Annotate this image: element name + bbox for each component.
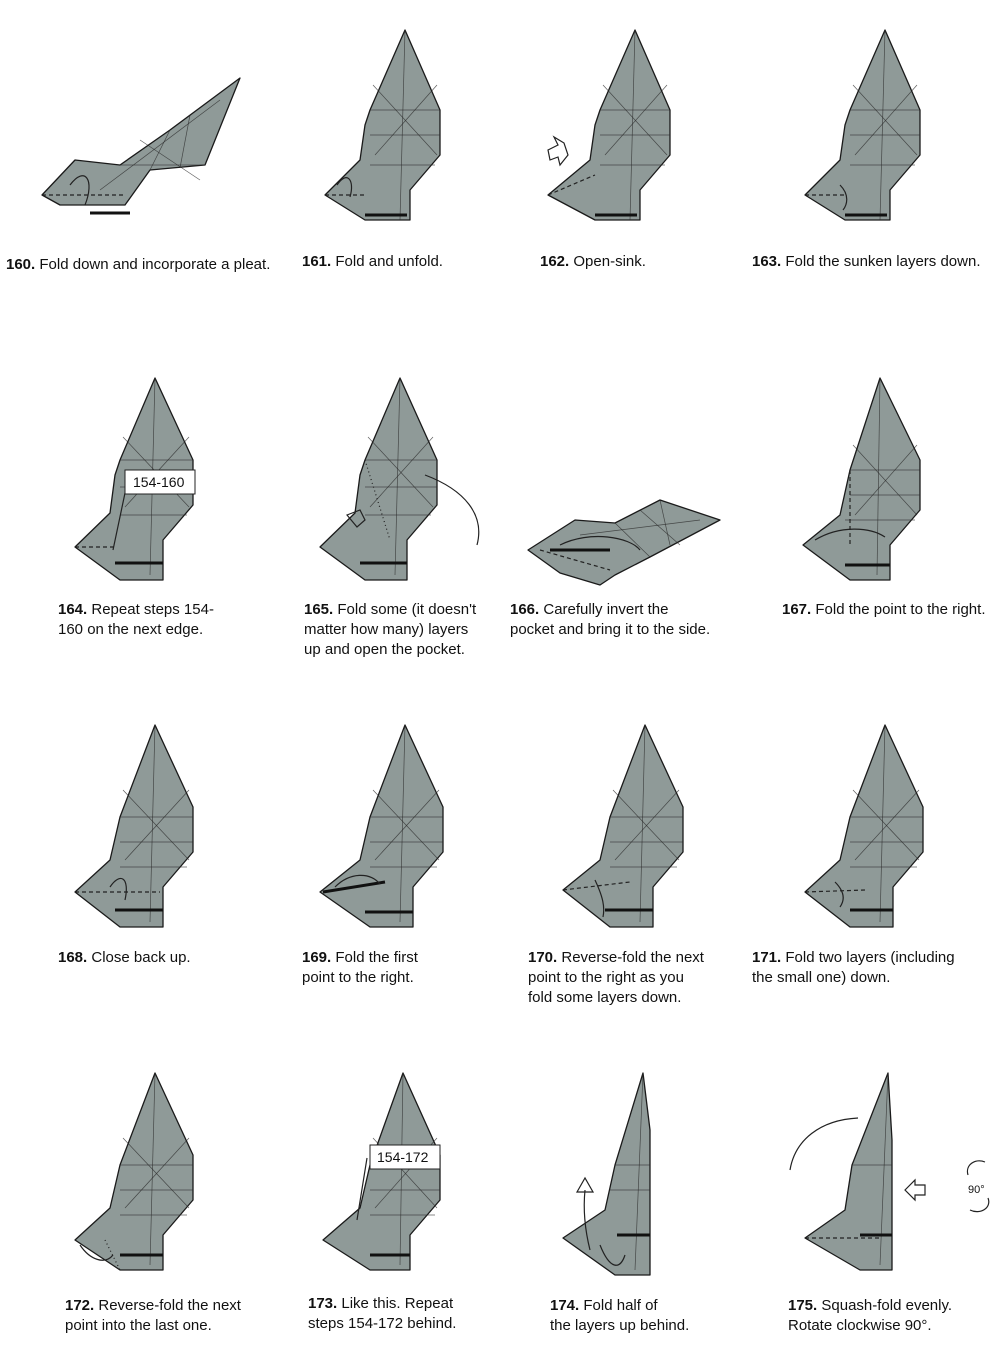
caption-step-174: 174. Fold half of the layers up behind. [550,1297,690,1334]
diagram-step-167 [795,375,935,585]
diagram-step-169 [315,722,455,932]
caption-step-164: 164. Repeat steps 154- 160 on the next edge. [58,601,214,638]
caption-step-163: 163. Fold the sunken layers down. [752,253,981,270]
diagram-step-162 [540,25,680,230]
caption-step-166: 166. Carefully invert the pocket and bring it to the side. [510,601,711,638]
label-step-173-ref: 154-172 [377,1149,429,1165]
diagram-step-170 [555,722,695,932]
caption-step-173: 173. Like this. Repeat steps 154-172 behind. [308,1295,457,1332]
caption-step-172: 172. Reverse-fold the next point into the last one. [65,1297,241,1334]
diagram-step-174 [555,1070,675,1280]
caption-step-162: 162. Open-sink. [540,253,646,270]
diagram-step-164 [65,375,205,585]
diagram-step-161 [315,25,445,230]
rotate-indicator: 90° [968,1184,985,1196]
caption-step-165: 165. Fold some (it doesn't matter how many) layers up and open the pocket. [304,601,477,658]
caption-step-171: 171. Fold two layers (including the small one) down. [752,949,955,986]
diagram-step-173 [315,1070,455,1280]
diagram-step-166 [520,495,730,590]
caption-step-170: 170. Reverse-fold the next point to the right as you fold some layers down. [528,949,704,1006]
caption-step-160: 160. Fold down and incorporate a pleat. [6,256,271,273]
caption-step-161: 161. Fold and unfold. [302,253,443,270]
diagram-step-168 [65,722,205,932]
caption-step-175: 175. Squash-fold evenly. Rotate clockwise 90°. [788,1297,953,1334]
diagram-step-163 [795,25,925,230]
label-step-164-ref: 154-160 [133,474,185,490]
caption-step-169: 169. Fold the first point to the right. [302,949,418,986]
diagram-step-171 [795,722,935,932]
diagram-step-165 [315,375,495,585]
caption-step-168: 168. Close back up. [58,949,191,966]
diagram-step-160 [30,70,260,230]
diagram-step-172 [65,1070,205,1280]
caption-step-167: 167. Fold the point to the right. [782,601,986,618]
diagram-step-175 [780,1070,1000,1280]
